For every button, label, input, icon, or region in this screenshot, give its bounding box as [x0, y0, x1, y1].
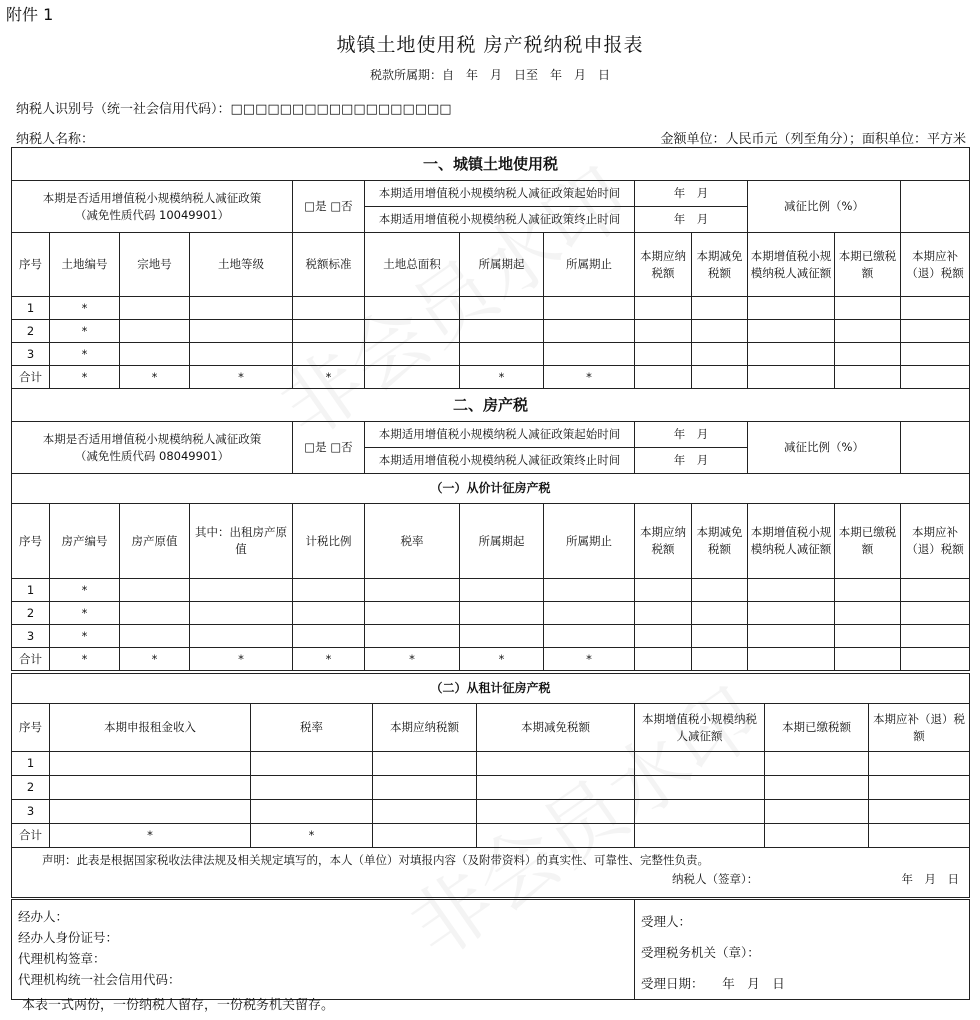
value-cell-11[interactable]	[835, 648, 901, 671]
rent-cell-6[interactable]	[765, 800, 869, 824]
agent-info-cell	[12, 900, 635, 1000]
value-cell-1: *	[50, 579, 120, 602]
land-cell-4[interactable]	[293, 297, 365, 320]
value-cell-5[interactable]	[365, 579, 460, 602]
value-column-header-8: 本期应纳税额	[635, 504, 692, 579]
value-cell-10[interactable]	[748, 579, 835, 602]
land-policy-label: 本期是否适用增值税小规模纳税人减征政策	[42, 190, 262, 205]
value-cell-0: 3	[12, 625, 50, 648]
land-cell-0: 合计	[12, 366, 50, 389]
land-cell-4[interactable]	[293, 320, 365, 343]
property-end-label: 本期适用增值税小规模纳税人减征政策终止时间	[365, 448, 635, 474]
land-cell-2: *	[120, 366, 190, 389]
value-cell-2[interactable]	[120, 602, 190, 625]
land-cell-3[interactable]	[190, 343, 293, 366]
value-cell-1: *	[50, 648, 120, 671]
value-cell-0: 1	[12, 579, 50, 602]
rent-cell-6[interactable]	[765, 752, 869, 776]
value-cell-7[interactable]	[544, 602, 635, 625]
value-column-header-0: 序号	[12, 504, 50, 579]
rent-cell-4[interactable]	[477, 752, 635, 776]
land-column-header-5: 土地总面积	[365, 233, 460, 297]
land-cell-3[interactable]	[190, 320, 293, 343]
land-cell-1: *	[50, 297, 120, 320]
rent-cell-5[interactable]	[635, 824, 765, 848]
rent-column-header-4: 本期减免税额	[477, 704, 635, 752]
rent-column-header-0: 序号	[12, 704, 50, 752]
receiver-field[interactable]: 受理人：	[641, 914, 692, 929]
land-cell-0: 3	[12, 343, 50, 366]
value-column-header-12: 本期应补（退）税额	[901, 504, 970, 579]
land-column-header-11: 本期已缴税额	[835, 233, 901, 297]
land-policy-cell	[12, 181, 293, 233]
land-cell-5[interactable]	[365, 297, 460, 320]
table-row	[12, 320, 970, 343]
signature-label[interactable]: 纳税人（签章）：	[672, 872, 759, 886]
land-cell-10[interactable]	[748, 343, 835, 366]
land-cell-6: *	[460, 366, 544, 389]
land-column-header-1: 土地编号	[50, 233, 120, 297]
land-cell-8[interactable]	[635, 320, 692, 343]
land-cell-5[interactable]	[365, 343, 460, 366]
value-cell-8[interactable]	[635, 625, 692, 648]
land-cell-9[interactable]	[692, 366, 748, 389]
value-column-header-3: 其中：出租房产原值	[190, 504, 293, 579]
value-cell-2[interactable]	[120, 625, 190, 648]
value-cell-0: 合计	[12, 648, 50, 671]
land-column-header-9: 本期减免税额	[692, 233, 748, 297]
land-cell-5[interactable]	[365, 366, 460, 389]
table-row	[12, 648, 970, 671]
land-cell-1: *	[50, 366, 120, 389]
table-row	[12, 602, 970, 625]
land-column-header-10: 本期增值税小规模纳税人减征额	[748, 233, 835, 297]
value-column-header-10: 本期增值税小规模纳税人减征额	[748, 504, 835, 579]
value-cell-4[interactable]	[293, 625, 365, 648]
land-cell-12[interactable]	[901, 343, 970, 366]
land-column-header-7: 所属期止	[544, 233, 635, 297]
land-column-header-3: 土地等级	[190, 233, 293, 297]
rent-cell-1[interactable]	[50, 776, 251, 800]
value-cell-7[interactable]	[544, 579, 635, 602]
land-and-value-table	[11, 147, 970, 671]
receiver-info-cell	[635, 900, 970, 1000]
value-cell-8[interactable]	[635, 648, 692, 671]
rent-cell-5[interactable]	[635, 752, 765, 776]
value-cell-4[interactable]	[293, 602, 365, 625]
rent-cell-7[interactable]	[869, 800, 970, 824]
value-column-header-7: 所属期止	[544, 504, 635, 579]
property-policy-code: （减免性质代码 08049901）	[74, 448, 230, 463]
land-cell-10[interactable]	[748, 320, 835, 343]
table-row	[12, 776, 970, 800]
land-cell-2[interactable]	[120, 297, 190, 320]
form-title: 城镇土地使用税 房产税纳税申报表	[336, 34, 644, 56]
value-column-header-6: 所属期起	[460, 504, 544, 579]
land-cell-12[interactable]	[901, 320, 970, 343]
value-cell-8[interactable]	[635, 579, 692, 602]
value-cell-0: 2	[12, 602, 50, 625]
value-cell-3[interactable]	[190, 602, 293, 625]
rent-cell-5[interactable]	[635, 776, 765, 800]
table-row	[12, 297, 970, 320]
value-cell-6: *	[460, 648, 544, 671]
value-cell-9[interactable]	[692, 625, 748, 648]
property-ratio-label: 减征比例（%）	[748, 422, 901, 474]
property-end-date[interactable]: 年 月	[635, 448, 748, 474]
table-row	[12, 824, 970, 848]
value-cell-12[interactable]	[901, 579, 970, 602]
rent-cell-7[interactable]	[869, 776, 970, 800]
rent-cell-7[interactable]	[869, 752, 970, 776]
property-policy-cell	[12, 422, 293, 474]
value-cell-6[interactable]	[460, 579, 544, 602]
rent-cell-0: 2	[12, 776, 50, 800]
value-cell-10[interactable]	[748, 602, 835, 625]
land-column-header-6: 所属期起	[460, 233, 544, 297]
value-cell-7: *	[544, 648, 635, 671]
land-cell-1: *	[50, 320, 120, 343]
rent-cell-1: *	[50, 824, 251, 848]
value-column-header-4: 计税比例	[293, 504, 365, 579]
value-cell-12[interactable]	[901, 602, 970, 625]
value-cell-4: *	[293, 648, 365, 671]
rent-cell-5[interactable]	[635, 800, 765, 824]
land-cell-11[interactable]	[835, 366, 901, 389]
taxpayer-name-field[interactable]: 纳税人名称：	[16, 132, 95, 147]
land-cell-8[interactable]	[635, 366, 692, 389]
land-cell-9[interactable]	[692, 297, 748, 320]
land-cell-4: *	[293, 366, 365, 389]
rent-cell-0: 1	[12, 752, 50, 776]
land-column-header-0: 序号	[12, 233, 50, 297]
rent-column-header-6: 本期已缴税额	[765, 704, 869, 752]
land-cell-12[interactable]	[901, 366, 970, 389]
land-cell-0: 2	[12, 320, 50, 343]
land-cell-9[interactable]	[692, 343, 748, 366]
land-ratio-label: 减征比例（%）	[748, 181, 901, 233]
land-column-header-8: 本期应纳税额	[635, 233, 692, 297]
property-start-date[interactable]: 年 月	[635, 422, 748, 448]
handler-field[interactable]: 经办人：	[18, 909, 69, 924]
rent-cell-7[interactable]	[869, 824, 970, 848]
land-cell-6[interactable]	[460, 297, 544, 320]
table-row	[12, 366, 970, 389]
rent-cell-1[interactable]	[50, 752, 251, 776]
rent-cell-3[interactable]	[373, 800, 477, 824]
rent-column-header-7: 本期应补（退）税额	[869, 704, 970, 752]
land-cell-11[interactable]	[835, 297, 901, 320]
value-cell-3[interactable]	[190, 579, 293, 602]
land-cell-7[interactable]	[544, 297, 635, 320]
value-column-header-11: 本期已缴税额	[835, 504, 901, 579]
table-row	[12, 752, 970, 776]
rent-cell-3[interactable]	[373, 776, 477, 800]
land-column-header-2: 宗地号	[120, 233, 190, 297]
unit-note: 金额单位：人民币元（列至角分）；面积单位：平方米	[660, 132, 966, 147]
land-cell-10[interactable]	[748, 297, 835, 320]
value-cell-3: *	[190, 648, 293, 671]
taxpayer-id-field[interactable]: 纳税人识别号（统一社会信用代码）：□□□□□□□□□□□□□□□□□□	[16, 102, 452, 117]
land-cell-10[interactable]	[748, 366, 835, 389]
receiving-date-field[interactable]: 受理日期： 年 月 日	[641, 976, 785, 991]
land-cell-6[interactable]	[460, 343, 544, 366]
value-cell-5[interactable]	[365, 625, 460, 648]
footer-note: 本表一式两份，一份纳税人留存，一份税务机关留存。	[22, 998, 335, 1013]
attachment-label: 附件 1	[6, 5, 54, 24]
rent-cell-2[interactable]	[251, 776, 373, 800]
land-column-header-12: 本期应补（退）税额	[901, 233, 970, 297]
declaration-date[interactable]: 年 月 日	[901, 872, 960, 886]
value-cell-9[interactable]	[692, 648, 748, 671]
land-cell-2[interactable]	[120, 343, 190, 366]
rent-cell-4[interactable]	[477, 824, 635, 848]
value-cell-12[interactable]	[901, 625, 970, 648]
value-cell-1: *	[50, 602, 120, 625]
value-column-header-9: 本期减免税额	[692, 504, 748, 579]
rent-cell-3[interactable]	[373, 824, 477, 848]
rent-cell-6[interactable]	[765, 824, 869, 848]
agency-code-field[interactable]: 代理机构统一社会信用代码：	[18, 972, 181, 987]
land-cell-4[interactable]	[293, 343, 365, 366]
land-yesno-checkbox[interactable]: □是 □否	[293, 181, 365, 233]
rent-subheading: （二）从租计征房产税	[12, 674, 970, 704]
land-cell-12[interactable]	[901, 297, 970, 320]
value-cell-11[interactable]	[835, 602, 901, 625]
rent-cell-6[interactable]	[765, 776, 869, 800]
value-cell-9[interactable]	[692, 579, 748, 602]
land-cell-8[interactable]	[635, 343, 692, 366]
land-cell-3[interactable]	[190, 297, 293, 320]
land-start-date[interactable]: 年 月	[635, 181, 748, 207]
land-cell-11[interactable]	[835, 320, 901, 343]
value-cell-2[interactable]	[120, 579, 190, 602]
land-start-label: 本期适用增值税小规模纳税人减征政策起始时间	[365, 181, 635, 207]
land-heading: 一、城镇土地使用税	[12, 148, 970, 181]
value-cell-6[interactable]	[460, 625, 544, 648]
rent-column-header-3: 本期应纳税额	[373, 704, 477, 752]
land-ratio-input[interactable]	[901, 181, 970, 233]
value-cell-9[interactable]	[692, 602, 748, 625]
receiving-office-field[interactable]: 受理税务机关（章）：	[641, 945, 760, 960]
value-cell-5[interactable]	[365, 602, 460, 625]
rent-cell-2[interactable]	[251, 800, 373, 824]
tax-period: 税款所属期：自 年 月 日至 年 月 日	[369, 68, 610, 82]
value-cell-2: *	[120, 648, 190, 671]
rent-column-header-2: 税率	[251, 704, 373, 752]
land-end-date[interactable]: 年 月	[635, 207, 748, 233]
rent-cell-4[interactable]	[477, 800, 635, 824]
value-cell-1: *	[50, 625, 120, 648]
value-cell-7[interactable]	[544, 625, 635, 648]
table-row	[12, 625, 970, 648]
rent-cell-4[interactable]	[477, 776, 635, 800]
rent-cell-2: *	[251, 824, 373, 848]
land-cell-3: *	[190, 366, 293, 389]
declaration-cell	[12, 848, 970, 898]
table-row	[12, 800, 970, 824]
rent-cell-3[interactable]	[373, 752, 477, 776]
land-policy-code: （减免性质代码 10049901）	[74, 207, 230, 222]
land-cell-1: *	[50, 343, 120, 366]
value-cell-4[interactable]	[293, 579, 365, 602]
property-heading: 二、房产税	[12, 389, 970, 422]
value-cell-5: *	[365, 648, 460, 671]
footer-table	[11, 899, 970, 1000]
value-cell-6[interactable]	[460, 602, 544, 625]
value-cell-11[interactable]	[835, 579, 901, 602]
table-row	[12, 579, 970, 602]
value-cell-12[interactable]	[901, 648, 970, 671]
property-policy-label: 本期是否适用增值税小规模纳税人减征政策	[42, 431, 262, 446]
land-column-header-4: 税额标准	[293, 233, 365, 297]
land-cell-2[interactable]	[120, 320, 190, 343]
value-column-header-1: 房产编号	[50, 504, 120, 579]
rent-cell-1[interactable]	[50, 800, 251, 824]
rent-column-header-5: 本期增值税小规模纳税人减征额	[635, 704, 765, 752]
property-yesno-checkbox[interactable]: □是 □否	[293, 422, 365, 474]
rent-cell-0: 合计	[12, 824, 50, 848]
land-cell-0: 1	[12, 297, 50, 320]
land-cell-7[interactable]	[544, 343, 635, 366]
land-end-label: 本期适用增值税小规模纳税人减征政策终止时间	[365, 207, 635, 233]
property-start-label: 本期适用增值税小规模纳税人减征政策起始时间	[365, 422, 635, 448]
agency-seal-field[interactable]: 代理机构签章：	[18, 951, 106, 966]
land-cell-7[interactable]	[544, 320, 635, 343]
value-cell-11[interactable]	[835, 625, 901, 648]
rent-column-header-1: 本期申报租金收入	[50, 704, 251, 752]
land-cell-11[interactable]	[835, 343, 901, 366]
rent-table	[11, 673, 970, 898]
table-row	[12, 343, 970, 366]
value-cell-3[interactable]	[190, 625, 293, 648]
land-cell-9[interactable]	[692, 320, 748, 343]
land-cell-7: *	[544, 366, 635, 389]
land-cell-8[interactable]	[635, 297, 692, 320]
rent-cell-2[interactable]	[251, 752, 373, 776]
value-column-header-2: 房产原值	[120, 504, 190, 579]
value-column-header-5: 税率	[365, 504, 460, 579]
value-cell-10[interactable]	[748, 648, 835, 671]
value-cell-10[interactable]	[748, 625, 835, 648]
land-cell-6[interactable]	[460, 320, 544, 343]
value-cell-8[interactable]	[635, 602, 692, 625]
value-subheading: （一）从价计征房产税	[12, 474, 970, 504]
land-cell-5[interactable]	[365, 320, 460, 343]
declaration-text: 声明：此表是根据国家税收法律法规及相关规定填写的，本人（单位）对填报内容（及附带资料）的真实性、可靠性、完整性负责。	[42, 853, 709, 867]
property-ratio-input[interactable]	[901, 422, 970, 474]
handler-id-field[interactable]: 经办人身份证号：	[18, 930, 119, 945]
rent-cell-0: 3	[12, 800, 50, 824]
